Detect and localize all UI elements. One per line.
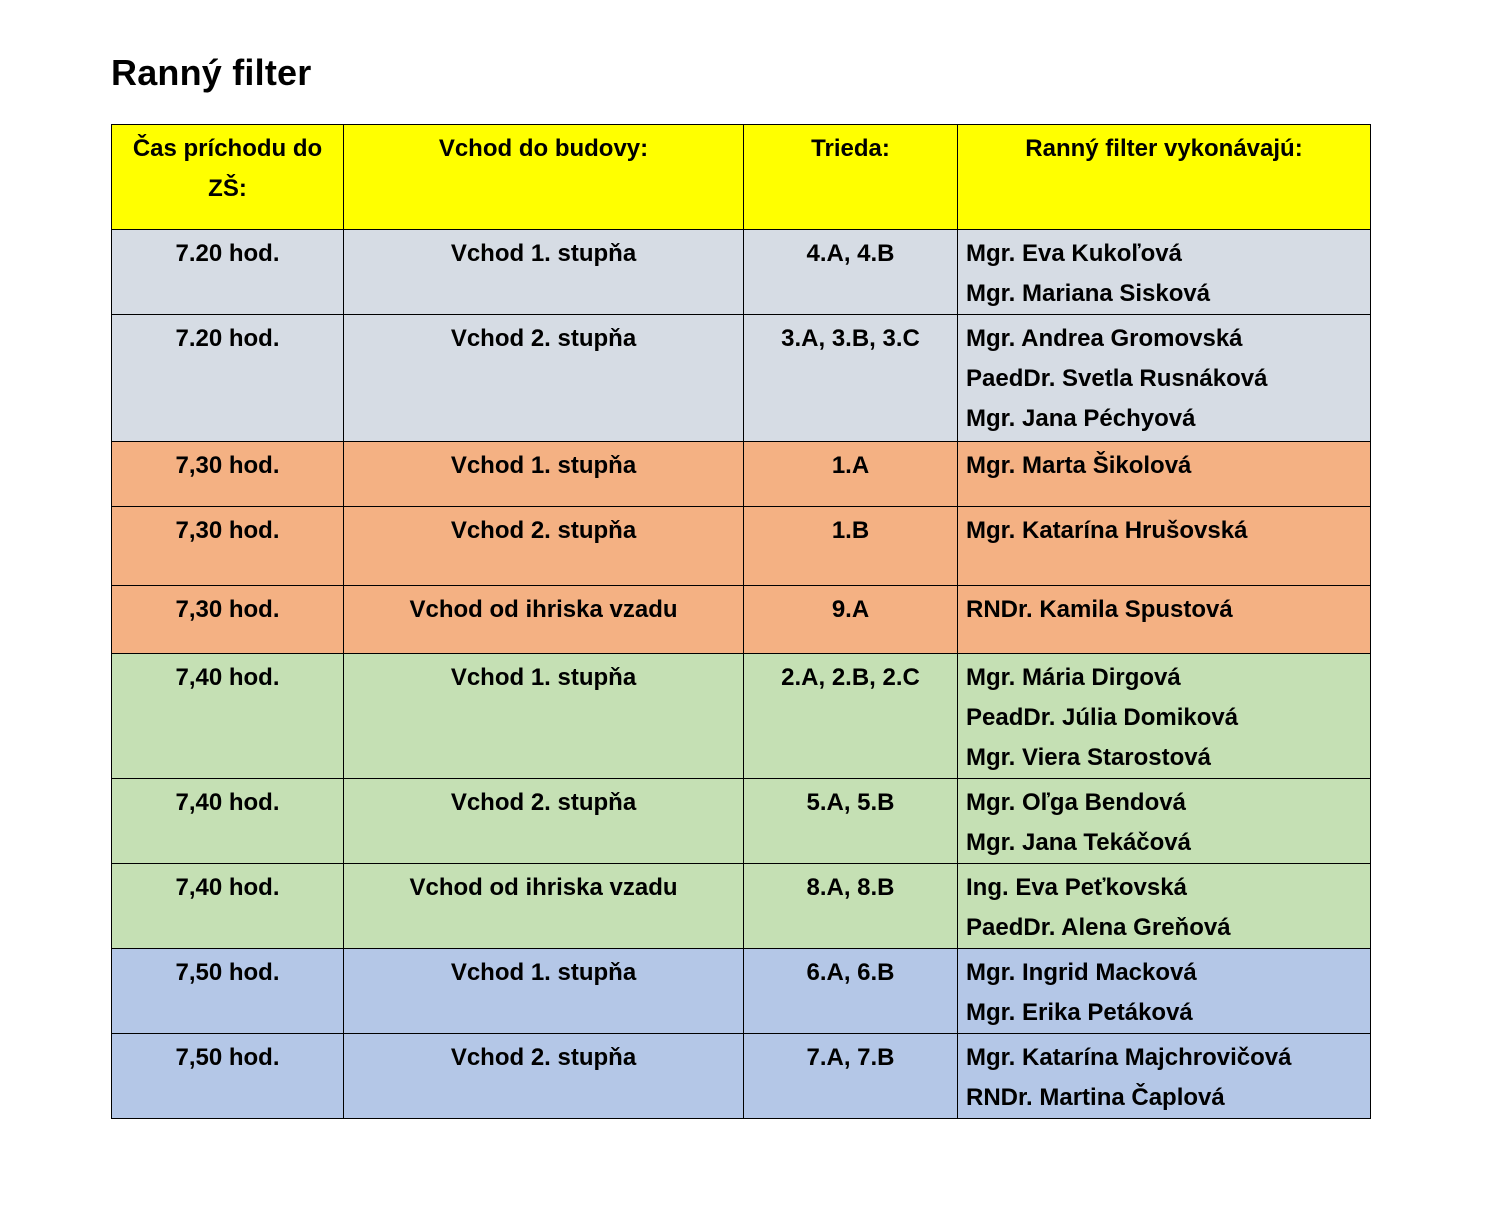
staff-name: Mgr. Ingrid Macková — [966, 959, 1197, 986]
cell-entrance: Vchod od ihriska vzadu — [344, 864, 744, 949]
cell-time: 7,30 hod. — [112, 586, 344, 654]
staff-name: Mgr. Eva Kukoľová — [966, 240, 1182, 267]
cell-time: 7.20 hod. — [112, 315, 344, 442]
cell-time: 7,30 hod. — [112, 442, 344, 507]
cell-staff — [958, 230, 1371, 315]
table-row — [112, 507, 1371, 586]
staff-name: Mgr. Jana Tekáčová — [966, 829, 1191, 856]
staff-name: Mgr. Mariana Sisková — [966, 280, 1211, 307]
cell-class: 4.A, 4.B — [744, 230, 958, 315]
cell-entrance: Vchod 2. stupňa — [344, 315, 744, 442]
cell-time: 7,50 hod. — [112, 1034, 344, 1119]
cell-staff — [958, 586, 1371, 654]
cell-staff — [958, 315, 1371, 442]
staff-name: Mgr. Mária Dirgová — [966, 664, 1181, 691]
cell-staff — [958, 949, 1371, 1034]
cell-time: 7,50 hod. — [112, 949, 344, 1034]
table-row — [112, 315, 1371, 442]
cell-class: 2.A, 2.B, 2.C — [744, 654, 958, 779]
cell-staff — [958, 779, 1371, 864]
staff-name: RNDr. Martina Čaplová — [966, 1084, 1225, 1111]
header-staff: Ranný filter vykonávajú: — [958, 125, 1371, 230]
table-row — [112, 779, 1371, 864]
cell-time: 7.20 hod. — [112, 230, 344, 315]
cell-entrance: Vchod 2. stupňa — [344, 507, 744, 586]
staff-name: Mgr. Jana Péchyová — [966, 405, 1196, 432]
cell-class: 1.B — [744, 507, 958, 586]
schedule-table — [111, 124, 1371, 1119]
header-time: Čas príchodu do ZŠ: — [112, 125, 344, 230]
table-row — [112, 586, 1371, 654]
cell-entrance: Vchod 1. stupňa — [344, 230, 744, 315]
cell-entrance: Vchod 1. stupňa — [344, 442, 744, 507]
cell-entrance: Vchod od ihriska vzadu — [344, 586, 744, 654]
cell-entrance: Vchod 2. stupňa — [344, 1034, 744, 1119]
cell-staff — [958, 507, 1371, 586]
cell-class: 9.A — [744, 586, 958, 654]
table-header-row — [112, 125, 1371, 230]
staff-name: PeadDr. Júlia Domiková — [966, 704, 1239, 731]
table-row — [112, 1034, 1371, 1119]
cell-time: 7,30 hod. — [112, 507, 344, 586]
staff-name: PaedDr. Alena Greňová — [966, 914, 1231, 941]
staff-name: Mgr. Viera Starostová — [966, 744, 1211, 771]
cell-entrance: Vchod 1. stupňa — [344, 949, 744, 1034]
cell-staff — [958, 654, 1371, 779]
header-entrance: Vchod do budovy: — [344, 125, 744, 230]
staff-name: Mgr. Oľga Bendová — [966, 789, 1186, 816]
staff-name: Mgr. Katarína Hrušovská — [966, 517, 1248, 544]
cell-class: 3.A, 3.B, 3.C — [744, 315, 958, 442]
cell-class: 6.A, 6.B — [744, 949, 958, 1034]
cell-class: 8.A, 8.B — [744, 864, 958, 949]
table-row — [112, 949, 1371, 1034]
staff-name: Mgr. Marta Šikolová — [966, 452, 1192, 479]
staff-name: PaedDr. Svetla Rusnáková — [966, 365, 1268, 392]
cell-class: 5.A, 5.B — [744, 779, 958, 864]
staff-name: Ing. Eva Peťkovská — [966, 874, 1187, 901]
cell-staff — [958, 1034, 1371, 1119]
staff-name: Mgr. Katarína Majchrovičová — [966, 1044, 1292, 1071]
cell-class: 1.A — [744, 442, 958, 507]
cell-time: 7,40 hod. — [112, 779, 344, 864]
table-row — [112, 864, 1371, 949]
cell-time: 7,40 hod. — [112, 654, 344, 779]
cell-class: 7.A, 7.B — [744, 1034, 958, 1119]
page-title: Ranný filter — [111, 52, 312, 93]
cell-entrance: Vchod 1. stupňa — [344, 654, 744, 779]
cell-entrance: Vchod 2. stupňa — [344, 779, 744, 864]
header-class: Trieda: — [744, 125, 958, 230]
cell-time: 7,40 hod. — [112, 864, 344, 949]
table-row — [112, 230, 1371, 315]
table-row — [112, 654, 1371, 779]
cell-staff — [958, 442, 1371, 507]
staff-name: Mgr. Andrea Gromovská — [966, 325, 1243, 352]
staff-name: RNDr. Kamila Spustová — [966, 596, 1233, 623]
cell-staff — [958, 864, 1371, 949]
table-row — [112, 442, 1371, 507]
staff-name: Mgr. Erika Petáková — [966, 999, 1193, 1026]
